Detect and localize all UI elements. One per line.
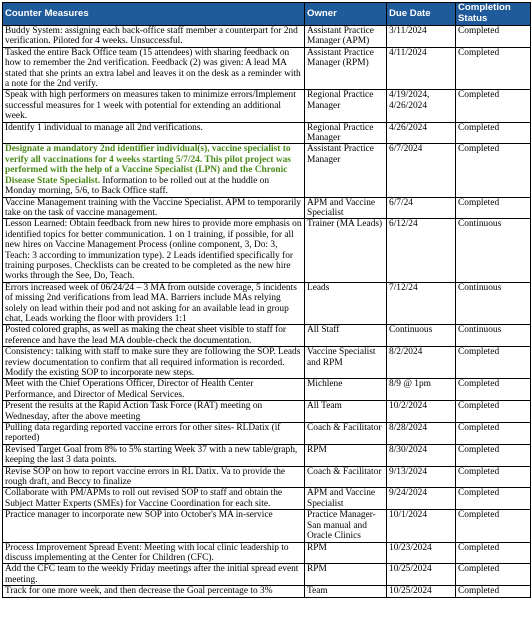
due-date-cell: Continuous [387, 325, 456, 347]
measure-text: Buddy System: assigning each back-office staff member a counterpart for 2nd verification. Piloted for 4 weeks. Unsuccessful. [5, 26, 298, 47]
counter-measure-cell [3, 47, 305, 90]
measure-text: Identify 1 individual to manage all 2nd verifications. [5, 122, 203, 133]
counter-measure-cell [3, 90, 305, 122]
counter-measure-cell [3, 586, 305, 597]
measure-text: Consistency: talking with staff to make sure they are following the SOP. Leads review documentation to confirm that all required information is recorded. Modify the existing SOP to incorporate new steps. [5, 347, 301, 378]
completion-status-cell: Completed [456, 379, 531, 401]
completion-status-cell: Continuous [456, 219, 531, 282]
owner-cell: Michlene [305, 379, 387, 401]
measure-text: Tasked the entire Back Office team (15 attendees) with sharing feedback on how to remember the 2nd verification. Feedback (2) was given: A lead MA stated that she prints an extra label and leaves it on the desk as a reminder with a note for the 2nd verify. [5, 47, 301, 90]
due-date-cell: 6/7/2024 [387, 144, 456, 197]
table-row [3, 144, 531, 197]
measure-text: Errors increased week of 06/24/24 – 3 MA from outside coverage, 5 incidents of missing 2nd verifications from lead MA. Barriers include MAs relying solely on lead within their pod and not asking for an available lead in group chat, Leads working the floor with providers 1:1 [5, 282, 297, 324]
owner-cell: RPM [305, 542, 387, 564]
due-date-cell: 10/25/2024 [387, 586, 456, 597]
measure-text: Collaborate with PM/APMs to roll out revised SOP to staff and obtain the Subject Matter Experts (SMEs) for Vaccine Coordination for each site. [5, 488, 283, 509]
table-row [3, 122, 531, 144]
header-due-date: Due Date [387, 3, 456, 26]
completion-status-cell: Completed [456, 90, 531, 122]
owner-cell: Leads [305, 282, 387, 325]
owner-cell: Practice Manager- San manual and Oracle Clinics [305, 510, 387, 542]
due-date-cell: 7/12/24 [387, 282, 456, 325]
measure-text: Vaccine Management training with the Vaccine Specialist. APM to temporarily take on the task of vaccine management. [5, 197, 302, 218]
measure-text: Speak with high performers on measures taken to minimize errors/Implement successful measures for 1 week with potential for extending an additional week. [5, 90, 296, 122]
completion-status-cell: Continuous [456, 282, 531, 325]
counter-measure-cell [3, 144, 305, 197]
counter-measure-cell [3, 379, 305, 401]
completion-status-cell: Completed [456, 347, 531, 379]
counter-measure-cell [3, 444, 305, 466]
counter-measure-cell [3, 488, 305, 510]
table-row [3, 423, 531, 445]
measure-text: Pulling data regarding reported vaccine errors for other sites- RLDatix (if reported) [5, 423, 281, 444]
completion-status-cell: Completed [456, 542, 531, 564]
counter-measure-cell [3, 423, 305, 445]
counter-measure-cell [3, 282, 305, 325]
table-row [3, 347, 531, 379]
completion-status-cell: Completed [456, 401, 531, 423]
table-header-row [3, 3, 531, 26]
measure-text: Add the CFC team to the weekly Friday meetings after the initial spread event meeting. [5, 564, 299, 585]
measure-text: Process Improvement Spread Event: Meeting with local clinic leadership to discuss implementing at the Center for Children (CFC). [5, 542, 289, 563]
counter-measure-cell [3, 510, 305, 542]
counter-measure-cell [3, 401, 305, 423]
completion-status-cell: Completed [456, 144, 531, 197]
table-row [3, 510, 531, 542]
table-row [3, 47, 531, 90]
due-date-cell: 6/12/24 [387, 219, 456, 282]
table-row [3, 379, 531, 401]
due-date-cell: 9/13/2024 [387, 466, 456, 488]
counter-measure-cell [3, 564, 305, 586]
owner-cell: All Team [305, 401, 387, 423]
table-row [3, 325, 531, 347]
owner-cell: Assistant Practice Manager (RPM) [305, 47, 387, 90]
table-row [3, 219, 531, 282]
completion-status-cell: Completed [456, 26, 531, 48]
due-date-cell: 3/11/2024 [387, 26, 456, 48]
owner-cell: RPM [305, 444, 387, 466]
completion-status-cell: Completed [456, 586, 531, 597]
owner-cell: Coach & Facilitator [305, 466, 387, 488]
completion-status-cell: Completed [456, 197, 531, 219]
table-row [3, 26, 531, 48]
measure-text: Practice manager to incorporate new SOP into October's MA in-service [5, 510, 273, 521]
due-date-cell: 9/24/2024 [387, 488, 456, 510]
measure-text: Lesson Learned: Obtain feedback from new hires to provide more emphasis on identified topics for better communication. 1 on 1 training, if possible, for all new hires on Vaccine Management Process (online component, 3, Do: 3, Teach: 3 according to immunization type). 2 Leads identified specifically for training purposes. Checklists can be created to be completed as the new hire works through the See, Do, Teach. [5, 219, 302, 282]
counter-measure-cell [3, 219, 305, 282]
counter-measure-cell [3, 122, 305, 144]
owner-cell: APM and Vaccine Specialist [305, 197, 387, 219]
measure-text: Revised Target Goal from 8% to 5% starting Week 37 with a new table/graph, keeping the last 3 data points. [5, 444, 298, 466]
table-row [3, 586, 531, 597]
completion-status-cell: Completed [456, 122, 531, 144]
completion-status-cell: Completed [456, 564, 531, 586]
owner-cell: APM and Vaccine Specialist [305, 488, 387, 510]
completion-status-cell: Completed [456, 510, 531, 542]
due-date-cell: 10/23/2024 [387, 542, 456, 564]
due-date-cell: 4/19/2024, 4/26/2024 [387, 90, 456, 122]
owner-cell: Regional Practice Manager [305, 122, 387, 144]
counter-measure-cell [3, 542, 305, 564]
measure-text: Posted colored graphs, as well as making the cheat sheet visible to staff for reference and have the lead MA double-check the documentation. [5, 325, 287, 346]
owner-cell: Trainer (MA Leads) [305, 219, 387, 282]
highlighted-measure-text: Designate a mandatory 2nd identifier individual(s), vaccine specialist to verify all vaccinations for 4 weeks starting 5/7/24. This pilot project was performed with the help of a Vaccine Specialist (LPN) and the Chronic Disease State Specialist. [5, 144, 291, 186]
due-date-cell: 6/7/24 [387, 197, 456, 219]
owner-cell: RPM [305, 564, 387, 586]
header-completion-status: Completion Status [456, 3, 531, 26]
counter-measure-cell [3, 466, 305, 488]
header-owner: Owner [305, 3, 387, 26]
due-date-cell: 4/11/2024 [387, 47, 456, 90]
owner-cell: Vaccine Specialist and RPM [305, 347, 387, 379]
due-date-cell: 8/30/2024 [387, 444, 456, 466]
owner-cell: All Staff [305, 325, 387, 347]
table-row [3, 197, 531, 219]
completion-status-cell: Completed [456, 423, 531, 445]
table-row [3, 282, 531, 325]
owner-cell: Regional Practice Manager [305, 90, 387, 122]
measure-text: Present the results at the Rapid Action Task Force (RAT) meeting on Wednesday, after the above meeting [5, 401, 263, 422]
table-row [3, 401, 531, 423]
owner-cell: Team [305, 586, 387, 597]
due-date-cell: 4/26/2024 [387, 122, 456, 144]
counter-measure-cell [3, 197, 305, 219]
counter-measures-table [2, 2, 531, 598]
completion-status-cell: Completed [456, 488, 531, 510]
completion-status-cell: Completed [456, 47, 531, 90]
owner-cell: Coach & Facilitator [305, 423, 387, 445]
table-row [3, 90, 531, 122]
table-row [3, 444, 531, 466]
counter-measure-cell [3, 347, 305, 379]
counter-measure-cell [3, 325, 305, 347]
due-date-cell: 8/28/2024 [387, 423, 456, 445]
owner-cell: Assistant Practice Manager (APM) [305, 26, 387, 48]
measure-text: Information to be rolled out at the huddle on Monday morning, 5/6, to Back Office staff. [5, 175, 270, 197]
table-row [3, 488, 531, 510]
due-date-cell: 10/1/2024 [387, 510, 456, 542]
due-date-cell: 8/9 @ 1pm [387, 379, 456, 401]
due-date-cell: 10/2/2024 [387, 401, 456, 423]
table-row [3, 542, 531, 564]
measure-text: Track for one more week, and then decrease the Goal percentage to 3% [5, 586, 273, 597]
measure-text: Revise SOP on how to report vaccine errors in RL Datix. Va to provide the rough draft, and Beccy to finalize [5, 466, 286, 488]
due-date-cell: 10/25/2024 [387, 564, 456, 586]
owner-cell: Assistant Practice Manager [305, 144, 387, 197]
due-date-cell: 8/2/2024 [387, 347, 456, 379]
counter-measure-cell [3, 26, 305, 48]
header-counter-measures: Counter Measures [3, 3, 305, 26]
completion-status-cell: Completed [456, 444, 531, 466]
completion-status-cell: Completed [456, 466, 531, 488]
completion-status-cell: Continuous [456, 325, 531, 347]
table-row [3, 564, 531, 586]
table-row [3, 466, 531, 488]
measure-text: Meet with the Chief Operations Officer, Director of Health Center Performance, and Director of Medical Services. [5, 379, 254, 400]
